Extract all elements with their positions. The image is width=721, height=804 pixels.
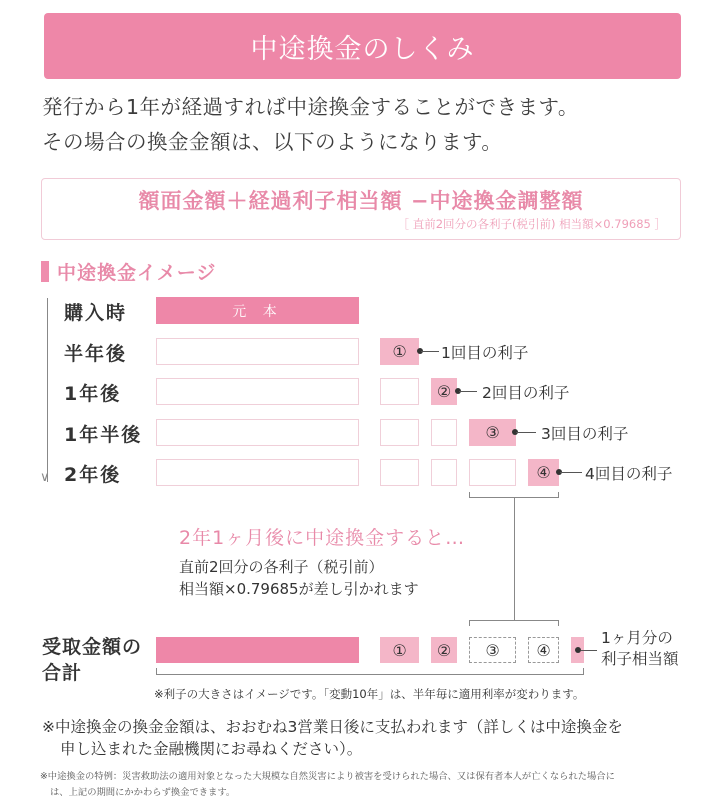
principal-outline (156, 338, 359, 365)
leader-line (459, 391, 477, 392)
interest-2-label: 2回目の利子 (482, 384, 570, 402)
callout-line-2: 相当額×0.79685が差し引かれます (179, 580, 419, 598)
formula-main: 額面金額＋経過利子相当額 −中途換金調整額 (138, 189, 584, 213)
callout-title: 2年1ヶ月後に中途換金すると… (179, 527, 466, 549)
leader-line (516, 432, 536, 433)
down-arrow-icon: ∨ (40, 470, 50, 485)
intro-line-2: その場合の換金金額は、以下のようになります。 (42, 130, 503, 154)
leader-line (421, 351, 439, 352)
principal-bar: 元 本 (156, 297, 359, 324)
total-label-line-2: 合計 (42, 662, 83, 684)
row-label-purchase: 購入時 (64, 302, 128, 324)
interest-1-outline (380, 419, 419, 446)
page-title: 中途換金のしくみ (44, 13, 681, 79)
total-label (42, 634, 142, 686)
note-payment (42, 716, 707, 760)
note-image-disclaimer: ※利子の大きさはイメージです。「変動10年」は、半年毎に適用利率が変わります。 (154, 687, 585, 701)
month-label-line-2: 利子相当額 (601, 650, 679, 668)
row-label-half-year: 半年後 (64, 343, 128, 365)
note-special-line-2: は、上記の期間にかかわらず換金できます。 (50, 787, 236, 798)
row-label-1-year: 1年後 (64, 383, 122, 405)
interest-2-outline (431, 419, 457, 446)
total-label-line-1: 受取金額の (42, 636, 143, 658)
callout-body (179, 556, 419, 600)
total-bracket (156, 668, 584, 675)
interest-3-label: 3回目の利子 (541, 425, 629, 443)
formula-sub: ［ 直前2回分の各利子(税引前) 相当額×0.79685 ］ (397, 217, 666, 231)
interest-3-box: ③ (469, 419, 516, 446)
month-label-line-1: 1ヶ月分の (601, 629, 673, 647)
note-payment-line-1: ※中途換金の換金金額は、おおむね3営業日後に支払われます（詳しくは中途換金を (42, 718, 623, 736)
leader-line (581, 650, 597, 651)
total-principal-bar (156, 637, 359, 663)
interest-1-outline (380, 459, 419, 486)
formula-box (41, 178, 681, 240)
interest-1-label: 1回目の利子 (441, 344, 529, 362)
principal-outline (156, 378, 359, 405)
total-interest-2: ② (431, 637, 457, 663)
row-label-1-5-year: 1年半後 (64, 424, 143, 446)
intro-line-1: 発行から1年が経過すれば中途換金することができます。 (42, 95, 579, 119)
principal-outline (156, 459, 359, 486)
section-heading (41, 258, 216, 285)
interest-3-outline (469, 459, 516, 486)
interest-1-outline (380, 378, 419, 405)
deduction-bracket-bottom (469, 620, 559, 626)
month-interest-label (601, 628, 679, 670)
connector-line (514, 498, 515, 620)
interest-1-box: ① (380, 338, 419, 365)
principal-outline (156, 419, 359, 446)
section-heading-text: 中途換金イメージ (57, 262, 217, 284)
total-interest-3-deducted: ③ (469, 637, 516, 663)
note-payment-line-2: 申し込まれた金融機関にお尋ねください）。 (60, 740, 363, 758)
total-interest-1: ① (380, 637, 419, 663)
total-interest-4-deducted: ④ (528, 637, 559, 663)
interest-4-label: 4回目の利子 (585, 465, 673, 483)
interest-4-box: ④ (528, 459, 559, 486)
note-special-line-1: ※中途換金の特例：災害救助法の適用対象となった大規模な自然災害により被害を受けられた場合、又は保有者本人が亡くなられた場合に (40, 771, 615, 782)
interest-2-outline (431, 459, 457, 486)
note-special-case (40, 769, 720, 801)
callout-line-1: 直前2回分の各利子（税引前） (179, 558, 384, 576)
leader-line (560, 472, 582, 473)
timeline-line (47, 298, 48, 482)
heading-bar-icon (41, 261, 49, 282)
interest-2-box: ② (431, 378, 457, 405)
intro-text (42, 90, 579, 160)
row-label-2-year: 2年後 (64, 464, 122, 486)
